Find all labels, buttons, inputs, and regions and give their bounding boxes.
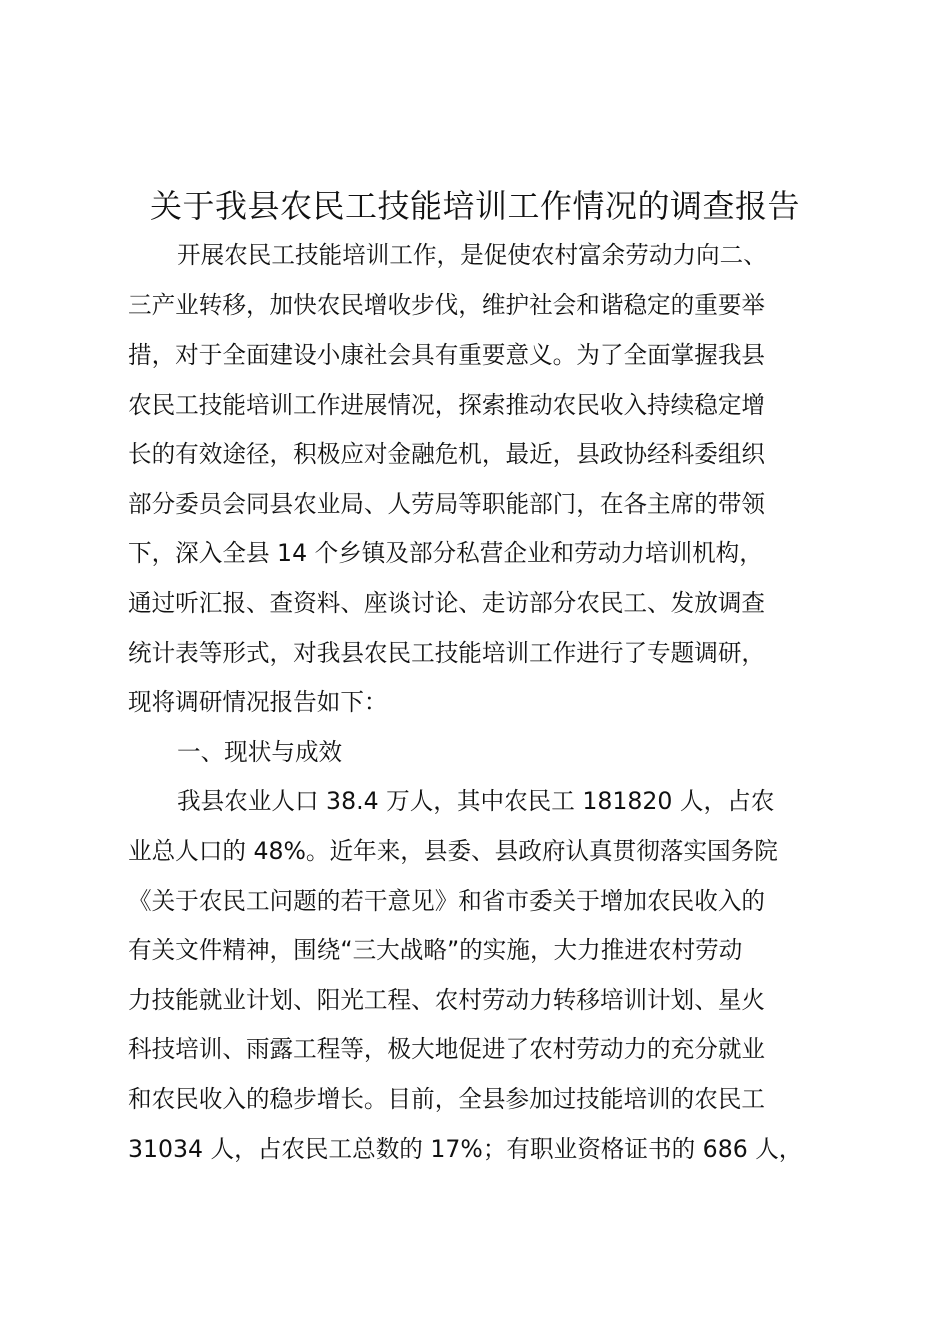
- paragraph-line: 农民工技能培训工作进展情况，探索推动农民收入持续稳定增: [128, 391, 766, 419]
- section-heading: 一、现状与成效: [177, 738, 343, 766]
- paragraph-line: 三产业转移，加快农民增收步伐，维护社会和谐稳定的重要举: [128, 291, 766, 319]
- paragraph-line: 长的有效途径，积极应对金融危机，最近，县政协经科委组织: [128, 440, 766, 468]
- paragraph-line: 我县农业人口 38.4 万人，其中农民工 181820 人，占农: [177, 787, 775, 815]
- paragraph-line: 统计表等形式，对我县农民工技能培训工作进行了专题调研，: [128, 639, 766, 667]
- paragraph-line: 通过听汇报、查资料、座谈讨论、走访部分农民工、发放调查: [128, 589, 766, 617]
- paragraph-line: 部分委员会同县农业局、人劳局等职能部门，在各主席的带领: [128, 490, 766, 518]
- paragraph-line: 业总人口的 48%。近年来，县委、县政府认真贯彻落实国务院: [128, 837, 778, 865]
- paragraph-line: 现将调研情况报告如下：: [128, 688, 388, 716]
- paragraph-line: 和农民收入的稳步增长。目前，全县参加过技能培训的农民工: [128, 1085, 766, 1113]
- paragraph-line: 下，深入全县 14 个乡镇及部分私营企业和劳动力培训机构，: [128, 539, 763, 567]
- paragraph-line: 开展农民工技能培训工作，是促使农村富余劳动力向二、: [177, 241, 767, 269]
- paragraph-line: 《关于农民工问题的若干意见》和省市委关于增加农民收入的: [128, 887, 766, 915]
- paragraph-line: 力技能就业计划、阳光工程、农村劳动力转移培训计划、星火: [128, 986, 766, 1014]
- paragraph-line: 措，对于全面建设小康社会具有重要意义。为了全面掌握我县: [128, 341, 766, 369]
- paragraph-line: 有关文件精神，围绕“三大战略”的实施，大力推进农村劳动: [128, 936, 743, 964]
- document-title: 关于我县农民工技能培训工作情况的调查报告: [149, 187, 800, 225]
- paragraph-line: 科技培训、雨露工程等，极大地促进了农村劳动力的充分就业: [128, 1035, 766, 1063]
- paragraph-line: 31034 人，占农民工总数的 17%；有职业资格证书的 686 人，: [128, 1135, 803, 1163]
